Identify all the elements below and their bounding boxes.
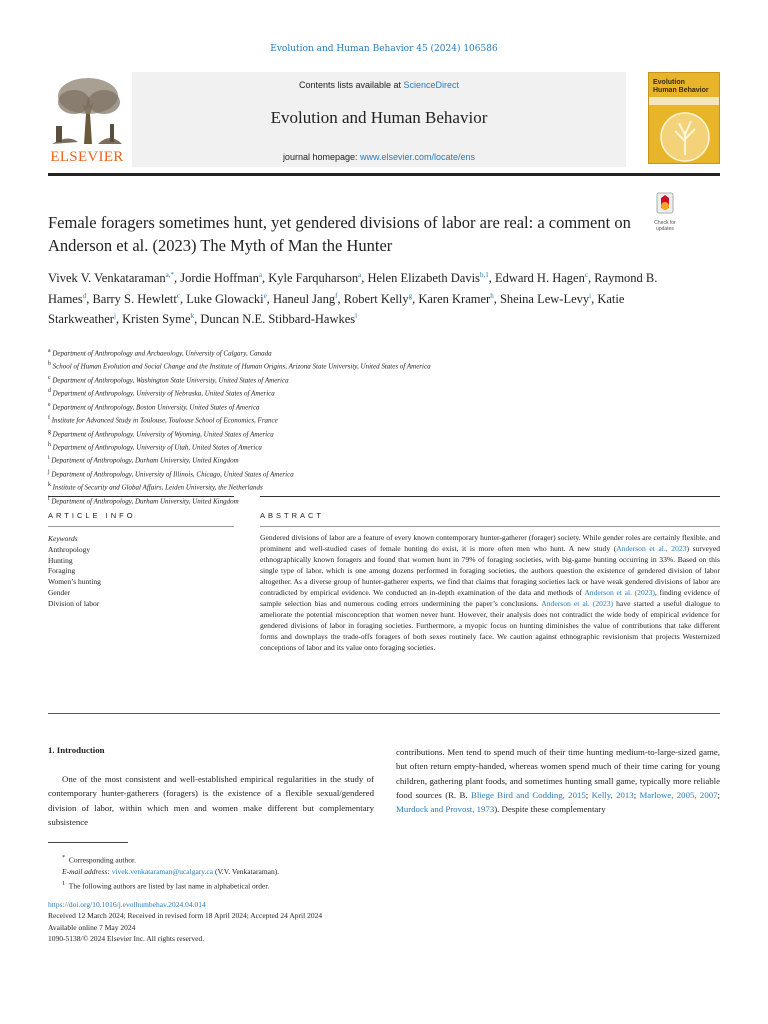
check-updates-label: Check for updates bbox=[654, 220, 676, 232]
affiliation-item: $^i$ Department of Anthropology, Durham University, United Kingdom bbox=[48, 455, 239, 465]
sciencedirect-link[interactable]: ScienceDirect bbox=[403, 80, 460, 90]
author[interactable]: Vivek V. Venkataraman$^{a,*}$ bbox=[48, 271, 174, 286]
citation-link[interactable]: Marlowe, 2005, 2007 bbox=[639, 789, 718, 800]
author[interactable]: Raymond B. Hames$^d$ bbox=[48, 271, 658, 306]
keywords-block bbox=[48, 534, 234, 610]
affiliation-marker[interactable]: l bbox=[355, 312, 358, 321]
affiliation-marker[interactable]: a,* bbox=[165, 271, 174, 279]
affiliation-marker[interactable]: e bbox=[263, 291, 267, 300]
footnote-corresponding: * Corresponding author. bbox=[62, 854, 136, 865]
affiliation-marker[interactable]: j bbox=[113, 312, 116, 321]
affiliation-marker[interactable]: c bbox=[176, 291, 180, 300]
author[interactable]: Robert Kelly$^g$ bbox=[343, 291, 413, 306]
affiliations-list bbox=[48, 346, 648, 507]
affiliation-marker[interactable]: d bbox=[82, 291, 87, 300]
received-dates: Received 12 March 2024; Received in revised form 18 April 2024; Accepted 24 April 2024 bbox=[48, 911, 323, 921]
affiliation-item: $^e$ Department of Anthropology, Boston University, United States of America bbox=[48, 401, 260, 412]
author[interactable]: Katie Starkweather$^j$ bbox=[48, 291, 625, 327]
author[interactable]: Haneul Jang$^f$ bbox=[272, 291, 338, 306]
affiliation-marker[interactable]: f bbox=[335, 291, 338, 300]
homepage-line: journal homepage: www.elsevier.com/locate/ens bbox=[282, 152, 476, 162]
affiliation-item: $^f$ Institute for Advanced Study in Toulouse, Toulouse School of Economics, France bbox=[48, 415, 278, 425]
elsevier-wordmark: ELSEVIER bbox=[50, 149, 124, 165]
affiliation-marker[interactable]: b,1 bbox=[479, 271, 489, 279]
footnote-1: $^1$ The following authors are listed by last name in alphabetical order. bbox=[62, 879, 270, 890]
journal-banner bbox=[132, 72, 626, 167]
affiliation-marker[interactable]: c bbox=[584, 271, 588, 279]
journal-header bbox=[48, 70, 720, 171]
keywords-label: Keywords bbox=[48, 534, 78, 543]
author[interactable]: Barry S. Hewlett$^c$ bbox=[92, 291, 180, 306]
online-date: Available online 7 May 2024 bbox=[48, 922, 136, 932]
affiliation-item: $^k$ Institute of Security and Global Affairs, Leiden University, the Netherlands bbox=[48, 482, 263, 492]
abstract-bottom-rule bbox=[48, 713, 720, 714]
keyword-item: Hunting bbox=[48, 555, 73, 565]
abstract-top-rule bbox=[260, 496, 720, 497]
footnote-email: E-mail address: vivek.venkataraman@ucalgary.ca (V.V. Venkataraman). bbox=[62, 867, 280, 876]
citation-link[interactable]: Kelly, 2013 bbox=[591, 789, 634, 800]
check-for-updates-button[interactable] bbox=[648, 192, 682, 232]
keyword-item: Women’s hunting bbox=[48, 577, 101, 587]
author[interactable]: Edward H. Hagen$^c$ bbox=[494, 271, 588, 286]
citation-link[interactable]: Anderson et al. (2023) bbox=[584, 588, 655, 597]
cover-tree-icon bbox=[659, 111, 711, 163]
affiliation-item: $^b$ School of Human Evolution and Social Change and the Institute of Human Origins, Arizona State University, United States of America bbox=[48, 361, 431, 371]
keyword-item: Foraging bbox=[48, 566, 76, 576]
footnote-divider bbox=[48, 842, 128, 843]
author[interactable]: Kristen Syme$^k$ bbox=[122, 312, 195, 327]
journal-cover-thumbnail[interactable] bbox=[648, 72, 720, 164]
body-text-left-column: One of the most consistent and well-established empirical regularities in the study of contemporary hunter-gatherers (foragers) is the existence of a flexible sexual/gendered division of labor, within which men and women make different but complementary subsistence bbox=[48, 774, 374, 827]
cover-title: Evolution Human Behavior bbox=[653, 79, 709, 94]
affiliation-item: $^h$ Department of Anthropology, University of Utah, United States of America bbox=[48, 441, 262, 452]
affiliation-marker[interactable]: g bbox=[408, 291, 413, 300]
author[interactable]: Kyle Farquharson$^a$ bbox=[268, 271, 362, 286]
abstract-text: Gendered divisions of labor are a feature of every known contemporary hunter-gatherer (forager) society. While gender roles are certainly flexible, and prominent and well-studied cases of female hunting do exist, it is more often men who hunt. A new study (Anderson et al., 2023) surveyed ethnographically known foragers and found that women hunt in 79% of foraging societies, with big-game hunting occurring in 33%. Based on this single type of labor, which is one among dozens performed in foraging societies, the authors question the existence of gendered division of labor altogether. As a diverse group of hunter-gatherer experts, we find that claims that foraging societies lack or have weak gendered divisions of labor are contradicted by empirical evidence. We conducted an in-depth examination of the data and methods of Anderson et al. (2023), finding evidence of sample selection bias and numerous coding errors undermining the paper’s conclusions. Anderson et al. (2023) have started a useful dialogue to ameliorate the potential misconception that women never hunt. However, their analysis does not contradict the wide body of empirical evidence for gendered divisions of labor in foraging societies. Furthermore, a myopic focus on hunting diminishes the value of contributions that take different forms and downplays the trade-offs foragers of both sexes routinely face. We caution against ethnographic revisionism that projects Westernized conceptions of labor and its value onto foraging societies. bbox=[260, 533, 721, 652]
article-info-top-rule bbox=[48, 496, 234, 497]
affiliation-item: $^a$ Department of Anthropology and Archaeology, University of Calgary, Canada bbox=[48, 348, 272, 358]
affiliation-marker[interactable]: a bbox=[358, 271, 362, 279]
journal-reference[interactable]: Evolution and Human Behavior 45 (2024) 106586 bbox=[270, 44, 498, 54]
elsevier-logo[interactable] bbox=[48, 74, 126, 166]
homepage-link[interactable]: www.elsevier.com/locate/ens bbox=[360, 152, 476, 162]
cover-stripe bbox=[649, 97, 719, 105]
section-heading-introduction: 1. Introduction bbox=[48, 745, 105, 755]
footnotes bbox=[48, 852, 720, 892]
body-text-right-column: contributions. Men tend to spend much of their time hunting medium-to-large-sized game, but often return empty-handed, whereas women spend much of their time caring for young children, gathering plant foods, and sometimes hunting small game, typically more reliable food sources (R. B. Bliege Bird and Codding, 2015; Kelly, 2013; Marlowe, 2005, 2007; Murdock and Provost, 1973). Despite these complementary bbox=[396, 747, 720, 815]
keyword-item: Division of labor bbox=[48, 598, 100, 608]
citation-link[interactable]: Anderson et al. (2023) bbox=[541, 599, 614, 608]
affiliation-marker[interactable]: k bbox=[190, 312, 195, 321]
keywords-list bbox=[48, 545, 234, 610]
affiliation-item: $^j$ Department of Anthropology, University of Illinois, Chicago, United States of America bbox=[48, 468, 294, 479]
author-list: Vivek V. Venkataraman$^{a,*}$, Jordie Hoffman$^a$, Kyle Farquharson$^a$, Helen Elizabeth Davis$^{b,1}$, Edward H. Hagen$^c$, Raymond B. Hames$^d$, Barry S. Hewlett$^c$, Luke Glowacki$^e$, Haneul Jang$^f$, Robert Kelly$^g$, Karen Kramer$^h$, Sheina Lew-Levy$^i$, Katie Starkweather$^j$, Kristen Syme$^k$, Duncan N.E. Stibbard-Hawkes$^l$ bbox=[48, 271, 658, 327]
article-info-sub-rule bbox=[48, 526, 234, 527]
citation-link[interactable]: Bliege Bird and Codding, 2015 bbox=[470, 789, 586, 800]
contents-line: Contents lists available at ScienceDirect bbox=[298, 80, 460, 90]
publication-info bbox=[48, 899, 720, 944]
affiliation-item: $^l$ Department of Anthropology, Durham University, United Kingdom bbox=[48, 495, 239, 505]
affiliation-marker[interactable]: i bbox=[589, 291, 592, 300]
copyright: 1090-5138/© 2024 Elsevier Inc. All rights reserved. bbox=[48, 933, 205, 943]
author[interactable]: Jordie Hoffman$^a$ bbox=[180, 271, 262, 286]
abstract-sub-rule bbox=[260, 526, 720, 527]
header-divider bbox=[48, 173, 720, 176]
affiliation-item: $^c$ Department of Anthropology, Washington State University, United States of America bbox=[48, 374, 289, 385]
article-info-heading: ARTICLE INFO bbox=[48, 511, 136, 520]
article-title: Female foragers sometimes hunt, yet gendered divisions of labor are real: a comment on Anderson et al. (2023) The Myth of Man the Hunter bbox=[48, 213, 631, 255]
doi-link[interactable]: https://doi.org/10.1016/j.evolhumbehav.2024.04.014 bbox=[48, 900, 206, 909]
abstract-heading: ABSTRACT bbox=[260, 511, 325, 520]
affiliation-item: $^g$ Department of Anthropology, University of Wyoming, United States of America bbox=[48, 428, 274, 438]
author[interactable]: Duncan N.E. Stibbard-Hawkes$^l$ bbox=[200, 312, 358, 327]
citation-link[interactable]: Anderson et al., 2023 bbox=[616, 544, 687, 553]
author[interactable]: Sheina Lew-Levy$^i$ bbox=[499, 291, 592, 306]
email-link[interactable]: vivek.venkataraman@ucalgary.ca bbox=[111, 867, 214, 876]
author[interactable]: Helen Elizabeth Davis$^{b,1}$ bbox=[367, 271, 489, 286]
elsevier-tree-icon bbox=[48, 74, 126, 146]
keyword-item: Gender bbox=[48, 587, 71, 597]
affiliation-marker[interactable]: h bbox=[490, 291, 494, 300]
author[interactable]: Luke Glowacki$^e$ bbox=[186, 291, 267, 306]
citation-link[interactable]: Murdock and Provost, 1973 bbox=[396, 804, 495, 815]
check-updates-icon bbox=[648, 192, 682, 216]
affiliation-marker[interactable]: a bbox=[258, 271, 262, 279]
journal-title: Evolution and Human Behavior bbox=[270, 108, 488, 127]
author[interactable]: Karen Kramer$^h$ bbox=[418, 291, 494, 306]
keyword-item: Anthropology bbox=[48, 544, 91, 554]
affiliation-item: $^d$ Department of Anthropology, University of Nebraska, United States of America bbox=[48, 388, 275, 398]
